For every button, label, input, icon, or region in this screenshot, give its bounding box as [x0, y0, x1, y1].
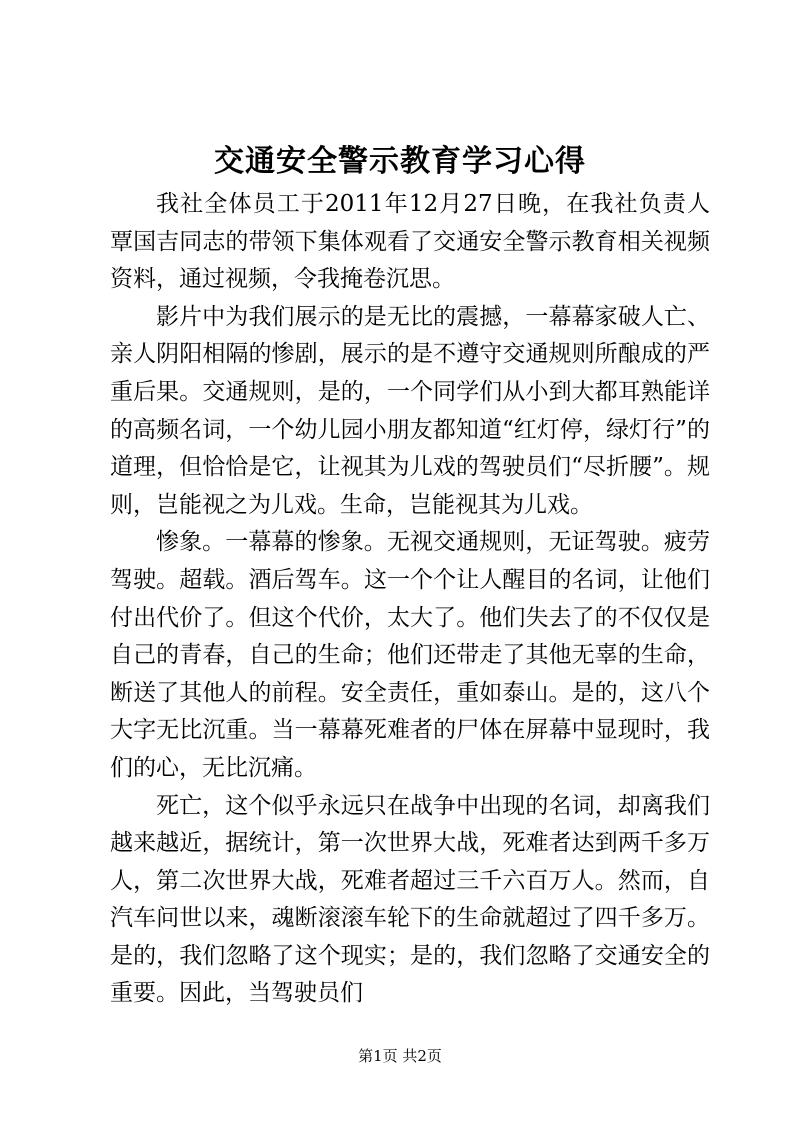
- page-number-footer: 第1页 共2页: [358, 1047, 442, 1065]
- paragraph-3: 惨象。一幕幕的惨象。无视交通规则，无证驾驶。疲劳驾驶。超载。酒后驾车。这一个个让人醒目的名词，让他们付出代价了。但这个代价，太大了。他们失去了的不仅仅是自己的青春，自己的生命；他们还带走了其他无辜的生命，断送了其他人的前程。安全责任，重如泰山。是的，这八个大字无比沉重。当一幕幕死难者的尸体在屏幕中显现时，我们的心，无比沉痛。: [110, 529, 710, 781]
- paragraph-4: 死亡，这个似乎永远只在战争中出现的名词，却离我们越来越近，据统计，第一次世界大战，死难者达到两千多万人，第二次世界大战，死难者超过三千六百万人。然而，自汽车问世以来，魂断滚滚车轮下的生命就超过了四千多万。是的，我们忽略了这个现实；是的，我们忽略了交通安全的重要。因此，当驾驶员们: [110, 792, 710, 1007]
- paragraph-2: 影片中为我们展示的是无比的震撼，一幕幕家破人亡、亲人阴阳相隔的惨剧，展示的是不遵守交通规则所酿成的严重后果。交通规则，是的，一个同学们从小到大都耳熟能详的高频名词，一个幼儿园小朋友都知道“红灯停，绿灯行”的道理，但恰恰是它，让视其为儿戏的驾驶员们“尽折腰”。规则，岂能视之为儿戏。生命，岂能视其为儿戏。: [110, 303, 710, 518]
- document-title: 交通安全警示教育学习心得: [214, 144, 586, 179]
- document-body: [110, 186, 710, 1013]
- paragraph-1: 我社全体员工于2011年12月27日晚，在我社负责人覃国吉同志的带领下集体观看了交通安全警示教育相关视频资料，通过视频，令我掩卷沉思。: [110, 191, 710, 293]
